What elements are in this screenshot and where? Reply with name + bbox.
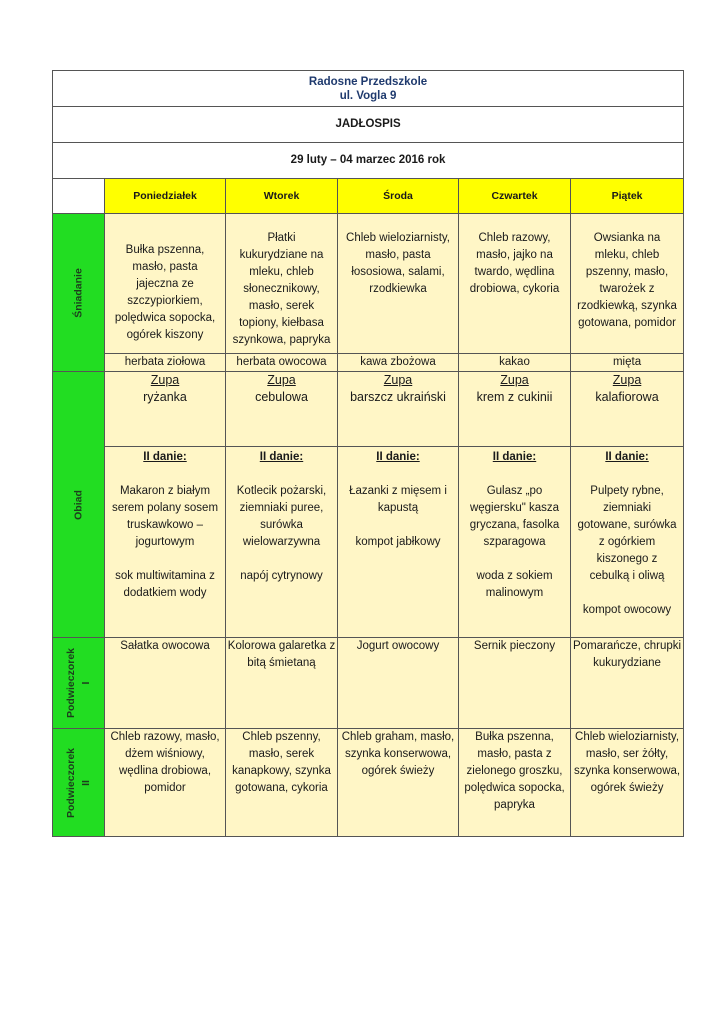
obiad-friday [571,447,684,638]
sniadanie-wednesday: Chleb wieloziarnisty, masło, pasta łososiowa, salami, rzodkiewka [338,214,459,354]
zupa-label: Zupa [150,373,180,387]
drugie-danie: Gulasz „po węgiersku" kasza gryczana, fasolka szparagowa [469,485,560,548]
day-header-monday: Poniedziałek [105,179,226,214]
obiad-napoj: kompot jabłkowy [355,536,441,548]
zupa-name: ryżanka [143,390,187,404]
obiad-thursday [459,447,571,638]
sniadanie-friday: Owsianka na mleku, chleb pszenny, masło, twarożek z rzodkiewką, szynka gotowana, pomidor [571,214,684,354]
sniadanie-thursday: Chleb razowy, masło, jajko na twardo, wędlina drobiowa, cykoria [459,214,571,354]
podwieczorek-1-label [64,648,94,718]
drugie-danie-label: II danie: [376,451,420,463]
drugie-danie: Kotlecik pożarski, ziemniaki puree, surówka wielowarzywna [236,485,327,548]
row-label-podwieczorek-2 [53,729,105,837]
drugie-danie: Łazanki z mięsem i kapustą [349,485,447,514]
zupa-name: kalafiorowa [595,390,659,404]
zupa-label: Zupa [612,373,642,387]
zupa-tuesday [226,372,338,447]
zupa-wednesday [338,372,459,447]
podwieczorek1-monday: Sałatka owocowa [105,638,226,729]
day-header-thursday: Czwartek [459,179,571,214]
row-label-podwieczorek-1 [53,638,105,729]
podwieczorek-label-text: Podwieczorek [64,647,77,719]
podwieczorek-2-label [64,747,94,817]
sniadanie-tuesday: Płatki kukurydziane na mleku, chleb słonecznikowy, masło, serek topiony, kiełbasa szynkowa, papryka [226,214,338,354]
zupa-name: cebulowa [255,390,308,404]
zupa-friday [571,372,684,447]
drugie-danie-label: II danie: [492,451,537,463]
obiad-napoj: woda z sokiem malinowym [476,570,553,599]
drugie-danie: Pulpety rybne, ziemniaki gotowane, surówka z ogórkiem kiszonego z cebulką i oliwą [577,485,677,582]
zupa-label: Zupa [267,373,296,387]
obiad-napoj: kompot owocowy [582,604,672,616]
podwieczorek2-thursday: Bułka pszenna, masło, pasta z zielonego groszku, polędwica sopocka, papryka [459,729,571,837]
day-header-wednesday: Środa [338,179,459,214]
napoj-wednesday: kawa zbożowa [338,354,459,372]
podwieczorek2-monday: Chleb razowy, masło, dżem wiśniowy, wędlina drobiowa, pomidor [105,729,226,837]
obiad-label: Obiad [72,489,84,520]
napoj-tuesday: herbata owocowa [226,354,338,372]
napoj-friday: mięta [571,354,684,372]
sniadanie-monday: Bułka pszenna, masło, pasta jajeczna ze szczypiorkiem, polędwica sopocka, ogórek kiszony [105,214,226,354]
school-header [53,71,684,107]
drugie-danie-label: II danie: [143,451,187,463]
corner-cell [53,179,105,214]
zupa-label: Zupa [500,373,529,387]
drugie-danie: Makaron z białym serem polany sosem truskawkowo – jogurtowym [111,485,219,548]
podwieczorek1-friday: Pomarańcze, chrupki kukurydziane [571,638,684,729]
podwieczorek2-wednesday: Chleb graham, masło, szynka konserwowa, ogórek świeży [338,729,459,837]
drugie-danie-label: II danie: [605,451,649,463]
podwieczorek1-thursday: Sernik pieczony [459,638,571,729]
day-header-friday: Piątek [571,179,684,214]
podwieczorek-label-number: II [79,779,92,786]
podwieczorek-label-number: I [79,681,92,685]
day-header-tuesday: Wtorek [226,179,338,214]
obiad-monday [105,447,226,638]
zupa-name: krem z cukinii [476,390,553,404]
sniadanie-label: Śniadanie [72,267,84,318]
row-label-sniadanie [53,214,105,372]
zupa-name: barszcz ukraiński [350,390,446,404]
podwieczorek2-friday: Chleb wieloziarnisty, masło, ser żółty, szynka konserwowa, ogórek świeży [571,729,684,837]
menu-title: JADŁOSPIS [53,107,684,143]
zupa-monday [105,372,226,447]
date-range: 29 luty – 04 marzec 2016 rok [53,143,684,179]
row-label-obiad [53,372,105,638]
podwieczorek-label-text: Podwieczorek [64,747,77,818]
obiad-napoj: napój cytrynowy [240,570,323,582]
napoj-thursday: kakao [459,354,571,372]
menu-table [52,70,684,837]
zupa-thursday [459,372,571,447]
obiad-napoj: sok multiwitamina z dodatkiem wody [115,570,215,599]
podwieczorek1-wednesday: Jogurt owocowy [338,638,459,729]
obiad-tuesday [226,447,338,638]
zupa-label: Zupa [383,373,413,387]
school-address: ul. Vogla 9 [339,89,397,102]
napoj-monday: herbata ziołowa [105,354,226,372]
obiad-wednesday [338,447,459,638]
school-name: Radosne Przedszkole [308,75,428,88]
drugie-danie-label: II danie: [259,451,304,463]
podwieczorek2-tuesday: Chleb pszenny, masło, serek kanapkowy, szynka gotowana, cykoria [226,729,338,837]
podwieczorek1-tuesday: Kolorowa galaretka z bitą śmietaną [226,638,338,729]
